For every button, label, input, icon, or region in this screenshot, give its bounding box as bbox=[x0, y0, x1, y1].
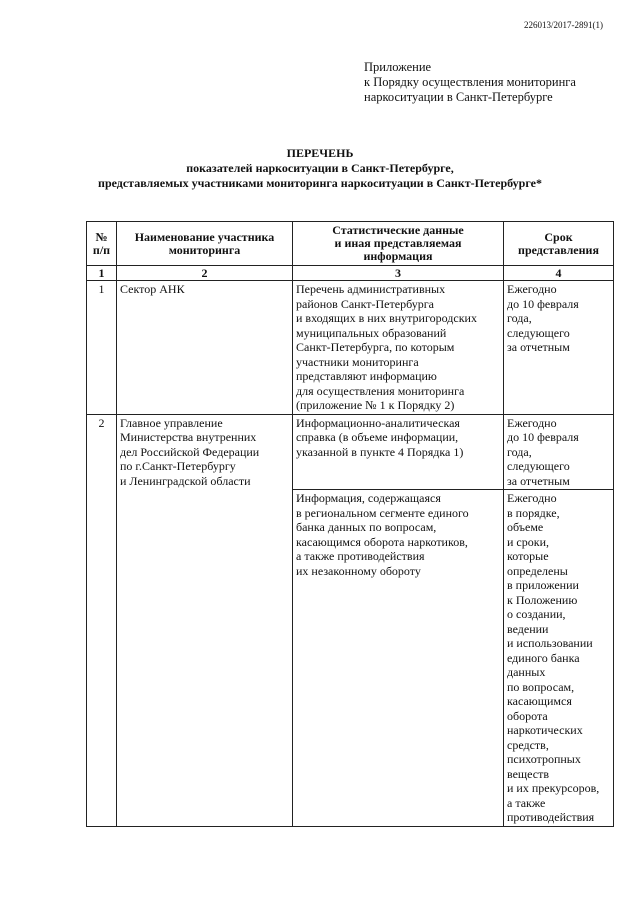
row-number: 2 bbox=[87, 414, 117, 826]
column-number: 2 bbox=[117, 266, 293, 281]
document-id: 226013/2017-2891(1) bbox=[524, 20, 603, 30]
indicators-table bbox=[86, 221, 614, 827]
title-line: показателей наркоситуации в Санкт-Петербурге, bbox=[186, 161, 454, 175]
row-info: Информация, содержащаяся в региональном сегменте единого банка данных по вопросам, касающимся оборота наркотиков, а также противодействия их незаконному обороту bbox=[293, 490, 504, 827]
column-number: 4 bbox=[504, 266, 614, 281]
column-number-row bbox=[87, 266, 614, 281]
column-number: 3 bbox=[293, 266, 504, 281]
appendix-line: к Порядку осуществления мониторинга bbox=[364, 75, 576, 89]
document-title bbox=[0, 146, 640, 191]
row-number: 1 bbox=[87, 281, 117, 415]
header-term: Срок представления bbox=[504, 222, 614, 266]
row-term: Ежегодно в порядке, объеме и сроки, которые определены в приложении к Положению о создании, ведении и использовании единого банка данных по вопросам, касающимся оборота наркотических средств, психотропных веществ и их прекурсоров, а также противодействия bbox=[504, 490, 614, 827]
header-number: № п/п bbox=[87, 222, 117, 266]
row-term: Ежегодно до 10 февраля года, следующего за отчетным bbox=[504, 281, 614, 415]
column-number: 1 bbox=[87, 266, 117, 281]
header-participant: Наименование участника мониторинга bbox=[117, 222, 293, 266]
row-info: Информационно-аналитическая справка (в объеме информации, указанной в пункте 4 Порядка 1) bbox=[293, 414, 504, 490]
table-header-row bbox=[87, 222, 614, 266]
header-info: Статистические данные и иная представляемая информация bbox=[293, 222, 504, 266]
appendix-line: Приложение bbox=[364, 60, 432, 74]
row-term: Ежегодно до 10 февраля года, следующего за отчетным bbox=[504, 414, 614, 490]
table-row bbox=[87, 281, 614, 415]
table-row bbox=[87, 414, 614, 490]
title-line: представляемых участниками мониторинга наркоситуации в Санкт-Петербурге* bbox=[98, 176, 542, 190]
row-info: Перечень административных районов Санкт-Петербурга и входящих в них внутригородских муниципальных образований Санкт-Петербурга, по которым участники мониторинга представляют информацию для осуществления мониторинга (приложение № 1 к Порядку 2) bbox=[293, 281, 504, 415]
appendix-note bbox=[364, 60, 576, 105]
row-participant: Сектор АНК bbox=[117, 281, 293, 415]
title-line: ПЕРЕЧЕНЬ bbox=[286, 146, 354, 160]
appendix-line: наркоситуации в Санкт-Петербурге bbox=[364, 90, 553, 104]
row-participant: Главное управление Министерства внутренних дел Российской Федерации по г.Санкт-Петербургу и Ленинградской области bbox=[117, 414, 293, 826]
